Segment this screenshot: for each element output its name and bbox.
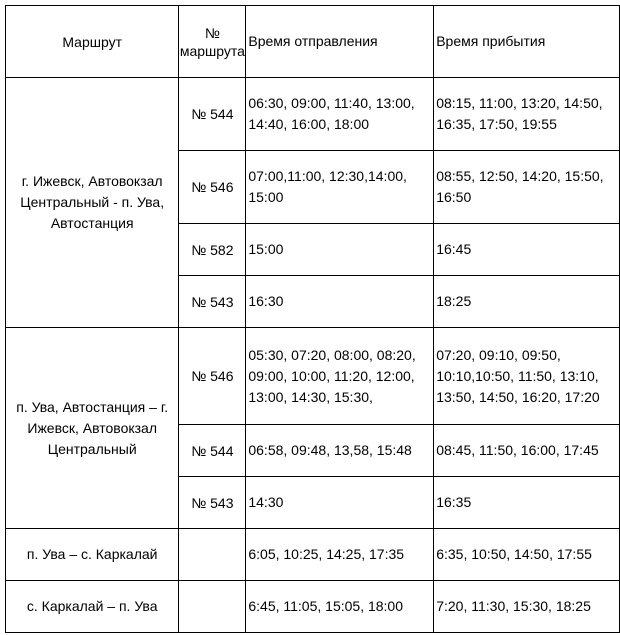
arrival-line: 16:50 [436,189,472,205]
departure-line: 6:45, 11:05, 15:05, 18:00 [248,598,404,614]
arrival-cell [434,151,620,224]
route-number-cell: № 582 [179,224,246,276]
departure-line: 06:58, 09:48, 13,58, 15:48 [248,442,412,458]
departure-cell [246,529,434,581]
route-number-cell [179,581,246,633]
departure-line: 16:30 [248,293,284,309]
departure-line: 15:00 [248,241,284,257]
header-route: Маршрут [6,6,179,78]
arrival-cell [434,276,620,328]
arrival-line: 16:35, 17:50, 19:55 [436,116,557,132]
route-line: с. Каркалай – п. Ува [26,598,158,614]
table-row [6,581,620,633]
route-number-cell: № 544 [179,425,246,477]
table-row [6,78,620,151]
route-number-cell: № 543 [179,477,246,529]
departure-line: 6:05, 10:25, 14:25, 17:35 [248,546,405,562]
arrival-line: 08:55, 12:50, 14:20, 15:50, [436,168,604,184]
arrival-line: 16:35 [436,494,472,510]
departure-line: 05:30, 07:20, 08:00, 08:20, [248,346,416,363]
route-cell [6,581,179,633]
departure-line: 09:00, 10:00, 11:20, 12:00, [248,367,415,384]
route-number-cell: № 546 [179,328,246,425]
route-line: п. Ува – с. Каркалай [26,546,158,562]
schedule-wrapper [5,5,620,633]
arrival-cell [434,425,620,477]
arrival-line: 10:10,10:50, 11:50, 13:10, [436,367,599,384]
departure-line: 15:00 [248,189,284,205]
arrival-line: 13:50, 14:50, 16:20, 17:20 [436,388,600,405]
route-cell [6,78,179,328]
arrival-cell [434,78,620,151]
route-line: Ижевск, Автовокзал [27,419,158,436]
arrival-line: 6:35, 10:50, 14:50, 17:55 [436,546,592,562]
route-number-cell [179,529,246,581]
route-line: г. Ижевск, Автовокзал [21,173,163,189]
departure-line: 14:30 [248,494,284,510]
departure-line: 07:00,11:00, 12:30,14:00, [248,168,407,184]
route-number-cell: № 546 [179,151,246,224]
departure-line: 14:40, 16:00, 18:00 [248,116,370,132]
bus-schedule-table [5,5,620,633]
departure-cell [246,151,434,224]
header-route-number [179,6,246,78]
arrival-cell [434,581,620,633]
route-line: Автостанция [50,215,134,231]
departure-cell [246,78,434,151]
header-number-line2: маршрута [179,42,245,59]
header-arrival: Время прибытия [434,6,620,78]
header-departure: Время отправления [246,6,434,78]
arrival-line: 08:15, 11:00, 13:20, 14:50, [436,95,603,111]
route-number-cell: № 544 [179,78,246,151]
header-number-line1: № [204,24,220,41]
table-row [6,328,620,425]
header-row [6,6,620,78]
departure-line: 13:00, 14:30, 15:30, [248,388,373,405]
arrival-line: 18:25 [436,293,472,309]
route-number-cell: № 543 [179,276,246,328]
route-line: п. Ува, Автостанция – г. [16,398,169,415]
route-line: Центральный - п. Ува, [20,194,165,210]
arrival-line: 07:20, 09:10, 09:50, [436,346,561,363]
departure-cell [246,425,434,477]
route-line: Центральный [47,440,137,457]
table-row [6,529,620,581]
schedule-body [6,78,620,633]
departure-cell [246,224,434,276]
departure-cell [246,276,434,328]
arrival-cell [434,477,620,529]
departure-cell [246,477,434,529]
departure-cell [246,328,434,425]
arrival-cell [434,328,620,425]
departure-cell [246,581,434,633]
arrival-cell [434,529,620,581]
arrival-line: 7:20, 11:30, 15:30, 18:25 [436,598,591,614]
route-cell [6,529,179,581]
route-cell [6,328,179,529]
arrival-line: 08:45, 11:50, 16:00, 17:45 [436,442,599,458]
departure-line: 06:30, 09:00, 11:40, 13:00, [248,95,415,111]
arrival-line: 16:45 [436,241,472,257]
arrival-cell [434,224,620,276]
